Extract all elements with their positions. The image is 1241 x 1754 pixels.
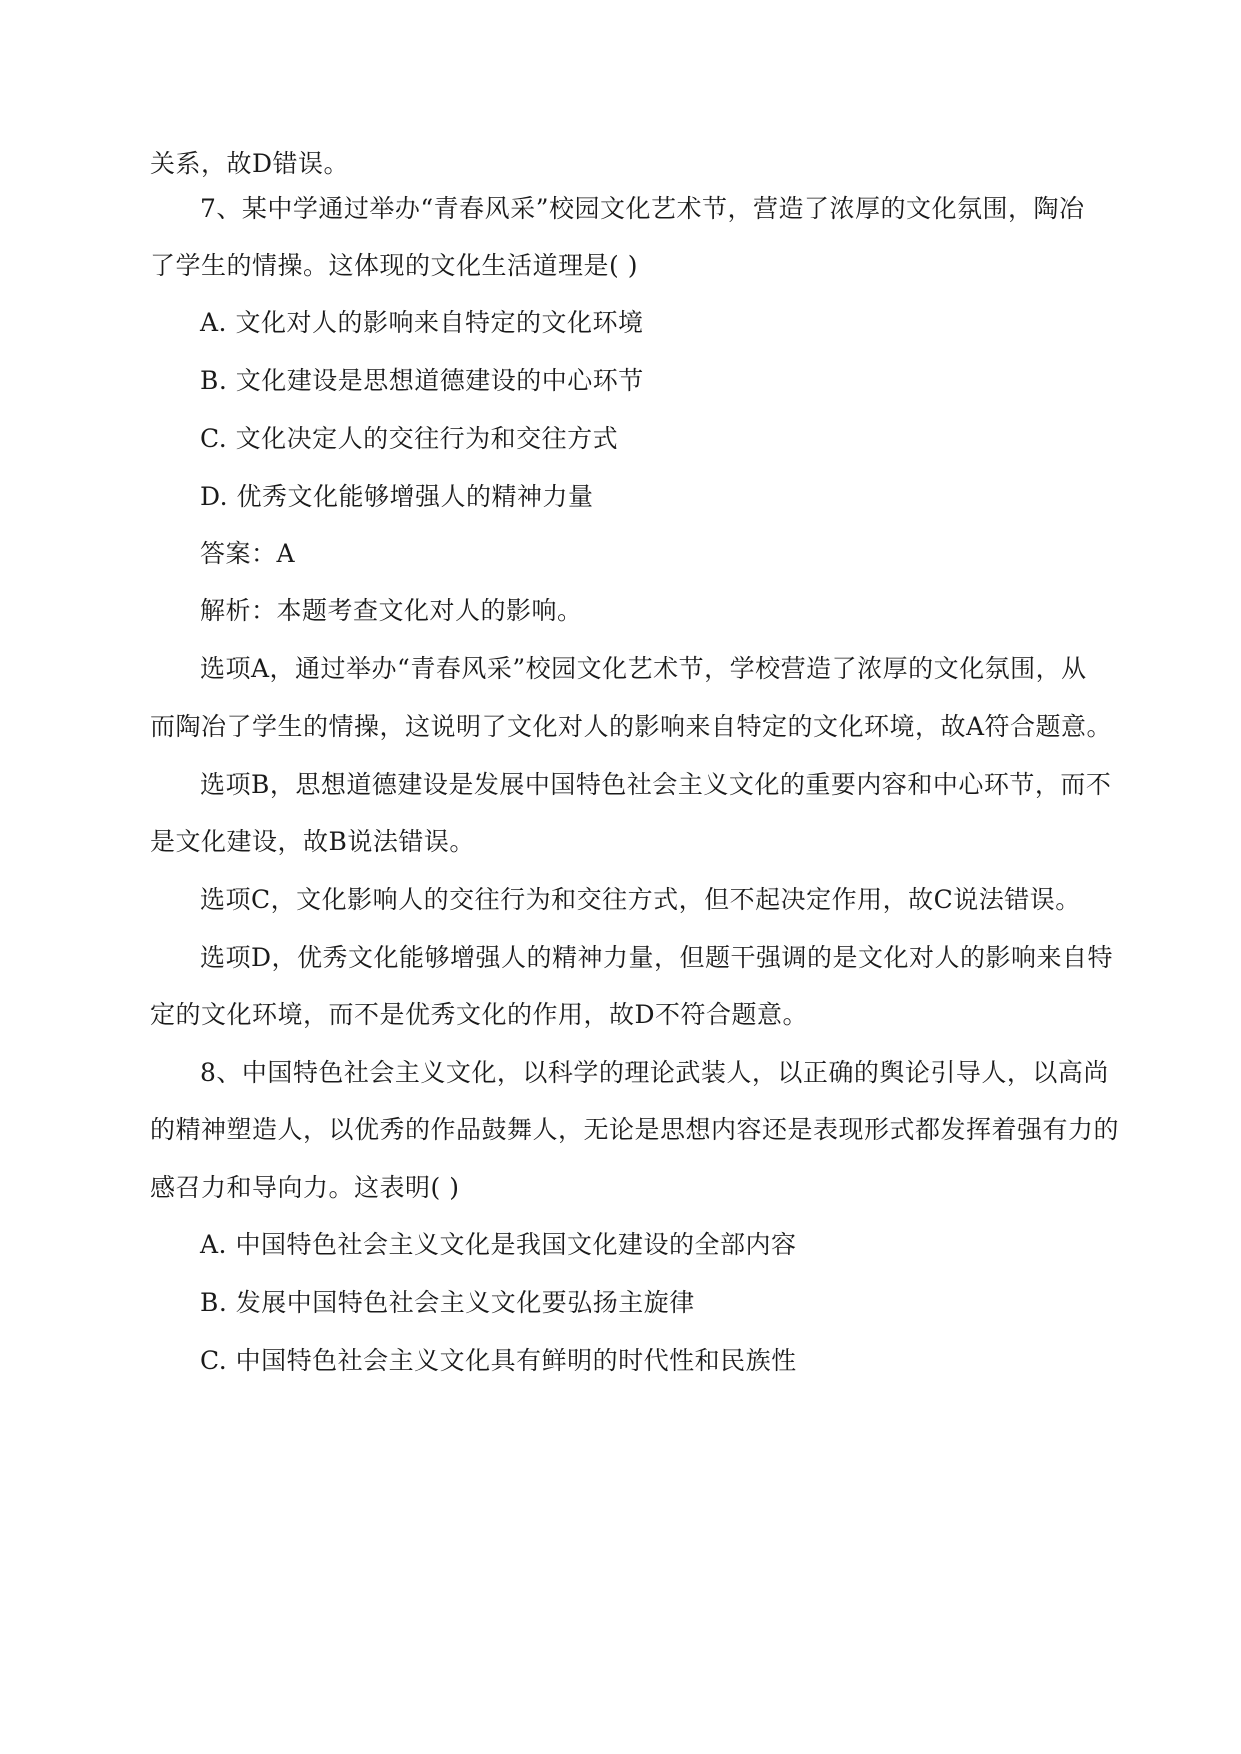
analysis-option-a-cont: 而陶冶了学生的情操，这说明了文化对人的影响来自特定的文化环境，故A符合题意。: [150, 712, 1113, 741]
question-7-analysis: 解析：本题考查文化对人的影响。: [200, 596, 583, 625]
question-8-option-a: A. 中国特色社会主义文化是我国文化建设的全部内容: [200, 1230, 797, 1259]
question-7-answer: 答案：A: [200, 539, 296, 568]
question-8-stem-cont-1: 的精神塑造人，以优秀的作品鼓舞人，无论是思想内容还是表现形式都发挥着强有力的: [150, 1115, 1120, 1144]
question-8-option-b: B. 发展中国特色社会主义文化要弘扬主旋律: [200, 1288, 695, 1317]
analysis-option-d-cont: 定的文化环境，而不是优秀文化的作用，故D不符合题意。: [150, 1000, 809, 1029]
question-7-option-b: B. 文化建设是思想道德建设的中心环节: [200, 366, 644, 395]
analysis-option-b: 选项B，思想道德建设是发展中国特色社会主义文化的重要内容和中心环节，而不: [200, 770, 1112, 799]
question-8-stem: 8、中国特色社会主义文化，以科学的理论武装人，以正确的舆论引导人，以高尚: [200, 1058, 1109, 1087]
analysis-option-b-cont: 是文化建设，故B说法错误。: [150, 827, 475, 856]
question-7-option-a: A. 文化对人的影响来自特定的文化环境: [200, 308, 644, 337]
question-7-stem-cont: 了学生的情操。这体现的文化生活道理是( ): [150, 251, 638, 280]
analysis-option-d: 选项D，优秀文化能够增强人的精神力量，但题干强调的是文化对人的影响来自特: [200, 943, 1114, 972]
question-7-option-c: C. 文化决定人的交往行为和交往方式: [200, 424, 619, 453]
question-8-option-c: C. 中国特色社会主义文化具有鲜明的时代性和民族性: [200, 1346, 797, 1375]
question-8-stem-cont-2: 感召力和导向力。这表明( ): [150, 1173, 460, 1202]
question-7-stem: 7、某中学通过举办“青春风采”校园文化艺术节，营造了浓厚的文化氛围，陶冶: [200, 194, 1085, 223]
analysis-option-c: 选项C，文化影响人的交往行为和交往方式，但不起决定作用，故C说法错误。: [200, 885, 1081, 914]
analysis-option-a: 选项A，通过举办“青春风采”校园文化艺术节，学校营造了浓厚的文化氛围，从: [200, 654, 1087, 683]
text-line: 关系，故D错误。: [150, 149, 350, 178]
question-7-option-d: D. 优秀文化能够增强人的精神力量: [200, 482, 594, 511]
